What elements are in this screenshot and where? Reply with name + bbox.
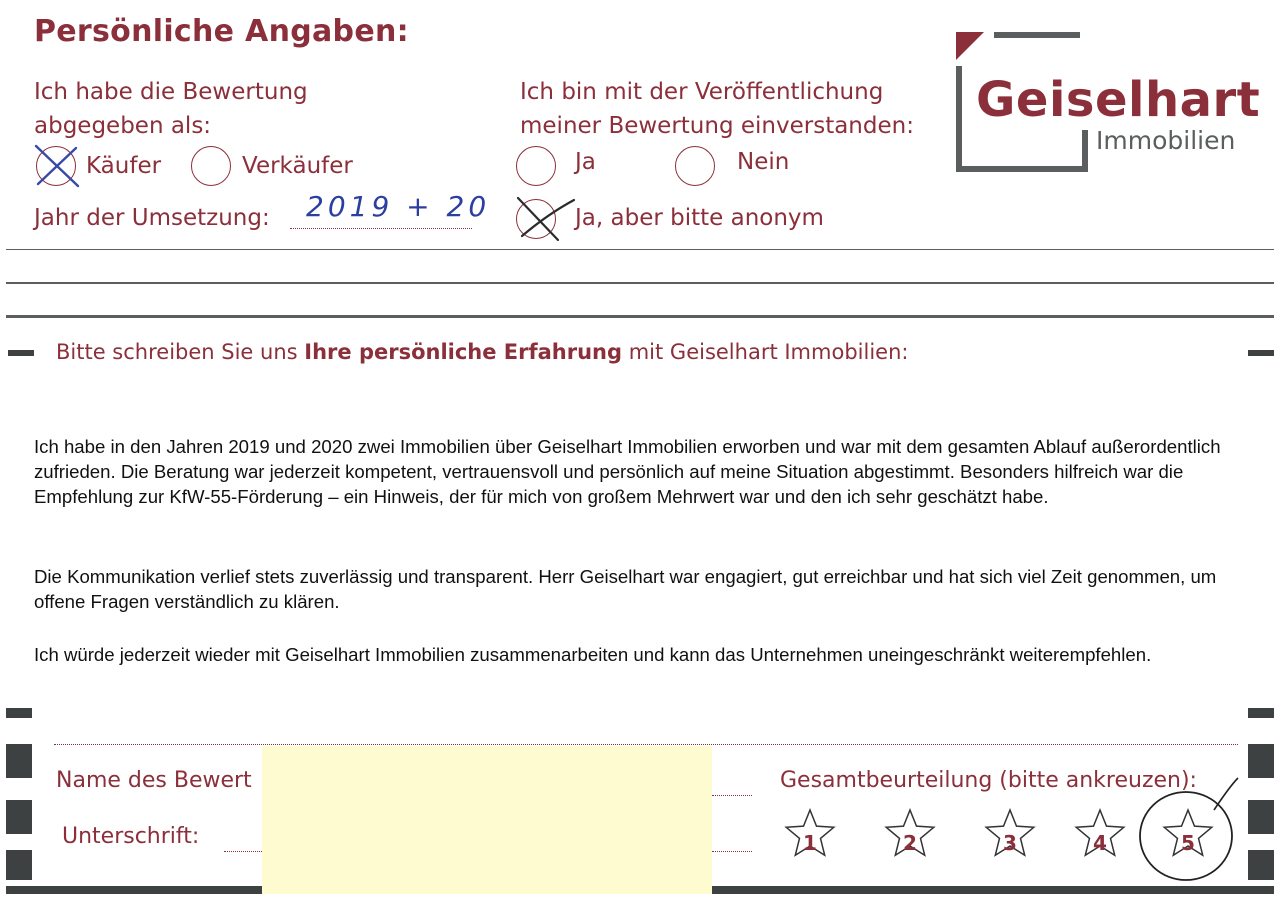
year-label: Jahr der Umsetzung: bbox=[34, 205, 270, 231]
year-field[interactable]: 2019 + 20 bbox=[306, 190, 491, 223]
year-field-line bbox=[290, 228, 472, 229]
signature-field-line-left bbox=[224, 851, 264, 852]
prompt-marker-left bbox=[8, 350, 34, 356]
rating-star-number: 2 bbox=[903, 831, 917, 855]
logo-name: Geiselhart bbox=[976, 72, 1261, 128]
rating-star-number: 3 bbox=[1003, 831, 1017, 855]
buyer-check-mark-icon bbox=[30, 140, 84, 192]
experience-prompt bbox=[56, 340, 908, 364]
selected-rating-circle-icon bbox=[1134, 774, 1244, 888]
yes-label: Ja bbox=[575, 149, 596, 175]
rating-star-number: 1 bbox=[803, 831, 817, 855]
divider-line bbox=[6, 249, 1274, 250]
logo-sub: Immobilien bbox=[1096, 126, 1236, 155]
anonymous-check-mark-icon bbox=[508, 190, 580, 246]
prompt-marker-right bbox=[1248, 350, 1274, 356]
frame-corner bbox=[6, 708, 32, 718]
no-label: Nein bbox=[737, 149, 790, 175]
rating-star-4[interactable] bbox=[1074, 808, 1126, 860]
company-logo bbox=[954, 30, 1261, 175]
frame-block bbox=[6, 800, 32, 834]
signature-field-line-right bbox=[712, 851, 752, 852]
name-field-line bbox=[712, 795, 752, 796]
review-paragraph-3: Ich würde jederzeit wieder mit Geiselhart Immobilien zusammenarbeiten und kann das Unternehmen uneingeschränkt weiterempfehlen. bbox=[34, 644, 1152, 665]
yes-checkbox[interactable] bbox=[516, 146, 556, 186]
section-title: Persönliche Angaben: bbox=[34, 14, 409, 49]
frame-block bbox=[1248, 800, 1274, 834]
frame-block bbox=[6, 744, 32, 778]
rating-star-number: 5 bbox=[1181, 831, 1195, 855]
role-question bbox=[34, 75, 308, 143]
frame-block bbox=[1248, 850, 1274, 880]
rating-star-number: 4 bbox=[1093, 831, 1107, 855]
rating-star-2[interactable] bbox=[884, 808, 936, 860]
publication-question-line2: meiner Bewertung einverstanden: bbox=[520, 113, 914, 139]
anonymous-label: Ja, aber bitte anonym bbox=[575, 205, 824, 231]
footer-top-dotted-line bbox=[54, 744, 1238, 745]
publication-question bbox=[520, 75, 914, 143]
prompt-text-pre: Bitte schreiben Sie uns bbox=[56, 340, 305, 364]
divider-line bbox=[6, 315, 1274, 318]
publication-question-line1: Ich bin mit der Veröffentlichung bbox=[520, 79, 884, 105]
role-question-line1: Ich habe die Bewertung bbox=[34, 79, 308, 105]
role-question-line2: abgegeben als: bbox=[34, 113, 212, 139]
rating-label: Gesamtbeurteilung (bitte ankreuzen): bbox=[780, 768, 1197, 793]
divider-line bbox=[6, 282, 1274, 284]
frame-block bbox=[6, 850, 32, 880]
prompt-text-bold: Ihre persönliche Erfahrung bbox=[304, 340, 623, 364]
review-paragraph-1: Ich habe in den Jahren 2019 und 2020 zwei Immobilien über Geiselhart Immobilien erworben und war mit dem gesamten Ablauf außerordentlich zufrieden. Die Beratung war jederzeit kompetent, vertrauensvoll und persönlich auf meine Situation abgestimmt. Besonders hilfreich war die Empfehlung zur KfW-55-Förderung – ein Hinweis, der für mich von großem Mehrwert war und den ich sehr geschätzt habe. bbox=[34, 436, 1221, 507]
prompt-text-post: mit Geiselhart Immobilien: bbox=[622, 340, 909, 364]
signature-label: Unterschrift: bbox=[62, 824, 200, 849]
seller-label: Verkäufer bbox=[242, 153, 353, 179]
no-checkbox[interactable] bbox=[675, 146, 715, 186]
seller-checkbox[interactable] bbox=[191, 146, 231, 186]
rating-star-1[interactable] bbox=[784, 808, 836, 860]
name-label: Name des Bewert bbox=[56, 768, 252, 793]
rating-star-3[interactable] bbox=[984, 808, 1036, 860]
buyer-label: Käufer bbox=[86, 153, 162, 179]
redacted-name-signature bbox=[262, 746, 712, 894]
review-paragraph-2: Die Kommunikation verlief stets zuverlässig und transparent. Herr Geiselhart war engagiert, gut erreichbar und hat sich viel Zeit genommen, um offene Fragen verständlich zu klären. bbox=[34, 566, 1217, 612]
frame-corner bbox=[1248, 708, 1274, 718]
frame-block bbox=[1248, 744, 1274, 778]
